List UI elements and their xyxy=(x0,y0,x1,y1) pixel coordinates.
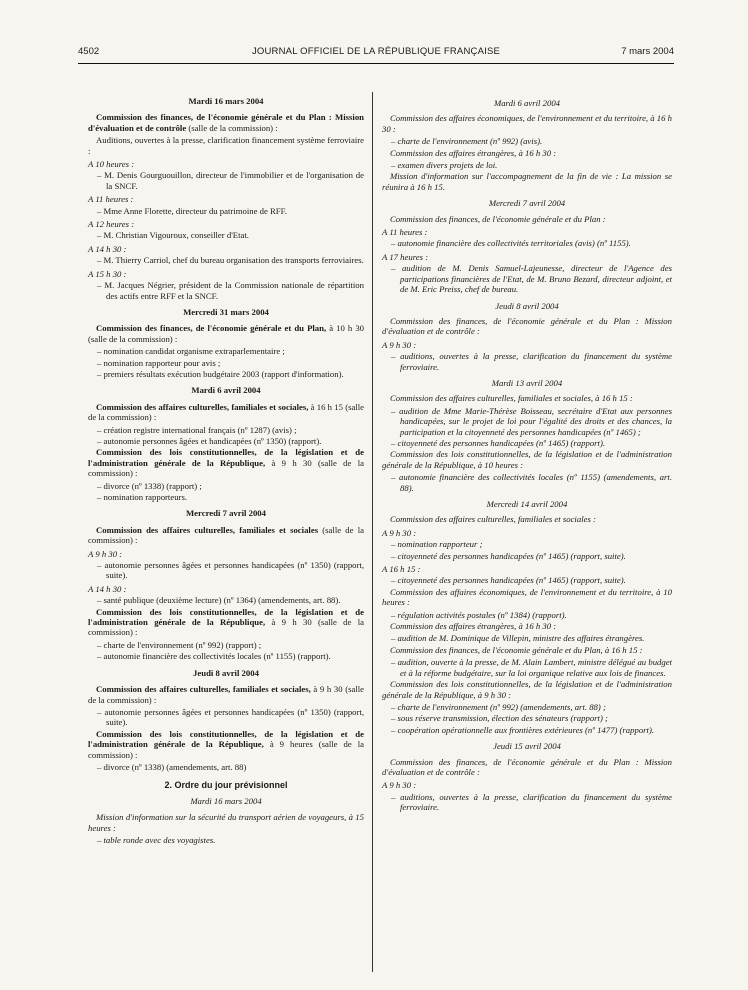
agenda-item: – création registre international français (nº 1287) (avis) ; xyxy=(97,424,297,435)
time-label: A 10 heures : xyxy=(88,159,135,170)
paragraph: Commission des finances, de l'économie générale et du Plan : Mission d'évaluation et de contrôle : xyxy=(382,315,672,337)
section-heading: Jeudi 8 avril 2004 xyxy=(193,667,259,678)
header-rule xyxy=(78,63,674,64)
section-mercredi-31-mars xyxy=(88,307,364,379)
agenda-item: – citoyenneté des personnes handicapées (nº 1465) (rapport, suite). xyxy=(391,550,626,561)
paragraph: Commission des finances, de l'économie générale et du Plan : xyxy=(390,213,606,224)
commission-name: Commission des affaires culturelles, familiales et sociales, xyxy=(96,684,311,695)
time-label: A 14 h 30 : xyxy=(88,583,127,594)
section-mercredi-14-avril xyxy=(382,499,672,735)
commission-name: Commission des lois constitutionnelles, de la législation et de l'administration générale de la République, xyxy=(88,447,364,468)
section-jeudi-15-avril xyxy=(382,741,672,812)
left-column xyxy=(88,92,364,851)
agenda-item: – charte de l'environnement (nº 992) (amendements, art. 88) ; xyxy=(391,701,606,712)
agenda-item: – premiers résultats exécution budgétaire 2003 (rapport d'information). xyxy=(97,368,344,379)
section-mercredi-7-avril-prev xyxy=(382,198,672,294)
commission-detail: à 10 h 30 (salle de la commission) : xyxy=(88,323,365,344)
agenda-item: – auditions, ouvertes à la presse, clarification du financement du système ferroviaire. xyxy=(391,351,672,372)
time-label: A 17 heures : xyxy=(382,251,429,262)
column-divider xyxy=(372,92,373,972)
commission-detail: à 9 h 30 (salle de la commission) : xyxy=(88,684,365,705)
paragraph xyxy=(88,525,364,546)
commission-name: Commission des affaires culturelles, familiales et sociales, xyxy=(96,401,309,412)
section-jeudi-8-avril-prev xyxy=(382,301,672,372)
agenda-item: – M. Christian Vigouroux, conseiller d'Etat. xyxy=(97,230,249,241)
agenda-item: – coopération opérationnelle aux frontières extérieures (nº 1477) (rapport). xyxy=(391,724,655,735)
right-column xyxy=(382,92,672,819)
section-ordre-du-jour xyxy=(88,780,364,845)
paragraph xyxy=(88,607,364,638)
agenda-item: – citoyenneté des personnes handicapées (nº 1465) (rapport). xyxy=(391,437,606,448)
page-header xyxy=(78,46,674,62)
paragraph: Commission des affaires économiques, de l'environnement et du territoire, à 10 heures : xyxy=(382,586,672,608)
paragraph: Mission d'information sur la sécurité du transport aérien de voyageurs, à 15 heures : xyxy=(88,812,364,833)
agenda-item: – auditions, ouvertes à la presse, clarification du financement du système ferroviaire. xyxy=(391,791,672,813)
time-label: A 16 h 15 : xyxy=(382,564,421,575)
agenda-item: – M. Thierry Carriol, chef du bureau organisation des transports ferroviaires. xyxy=(97,255,364,266)
agenda-item: – autonomie financière des collectivités territoriales (avis) (nº 1155). xyxy=(391,238,631,249)
section-heading: Mardi 16 mars 2004 xyxy=(188,96,264,106)
paragraph xyxy=(88,684,364,705)
commission-name: Commission des lois constitutionnelles, de la législation et de l'administration générale de la République, xyxy=(88,606,364,628)
agenda-item: – charte de l'environnement (nº 992) (avis). xyxy=(391,136,543,147)
paragraph: Commission des finances, de l'économie générale et du Plan, à 16 h 15 : xyxy=(390,644,643,655)
section-heading: Mardi 6 avril 2004 xyxy=(191,385,261,396)
time-label: A 9 h 30 : xyxy=(88,548,123,559)
section-heading: Mardi 6 avril 2004 xyxy=(493,98,561,108)
section-heading: Mercredi 31 mars 2004 xyxy=(183,306,269,317)
paragraph: Auditions, ouvertes à la presse, clarification financement système ferroviaire : xyxy=(88,135,364,156)
paragraph: Commission des affaires culturelles, familiales et sociales, à 16 h 15 : xyxy=(390,393,633,404)
agenda-item: – Mme Anne Florette, directeur du patrimoine de RFF. xyxy=(97,205,287,216)
paragraph: Commission des affaires étrangères, à 16 h 30 : xyxy=(390,147,557,158)
section-jeudi-8-avril xyxy=(88,668,364,773)
paragraph xyxy=(88,323,364,344)
paragraph: Mission d'information sur l'accompagnement de la fin de vie : La mission se réunira à 16 h 15. xyxy=(382,171,672,192)
agenda-item: – M. Denis Gourguouillon, directeur de l'immobilier et de l'organisation de la SNCF. xyxy=(97,170,364,191)
agenda-item: – santé publique (deuxième lecture) (nº 1364) (amendements, art. 88). xyxy=(97,595,341,606)
commission-detail: (salle de la commission) : xyxy=(186,122,278,133)
section-heading: Mercredi 7 avril 2004 xyxy=(185,508,266,519)
section-heading: Mercredi 7 avril 2004 xyxy=(488,198,566,209)
paragraph: Commission des affaires étrangères, à 16 h 30 : xyxy=(390,621,557,632)
commission-name: Commission des finances, de l'économie générale et du Plan : Mission d'évaluation et de contrôle xyxy=(88,112,364,133)
agenda-item: – audition de M. Denis Samuel-Lajeunesse, directeur de l'Agence des participations financières de l'Etat, de M. Bruno Bezard, directeur adjoint, et de M. Eric Preiss, chef de bureau. xyxy=(391,263,672,295)
section-mardi-16-mars xyxy=(88,96,364,301)
agenda-item: – autonomie personnes âgées et handicapées (nº 1350) (rapport). xyxy=(97,435,322,446)
time-label: A 14 h 30 : xyxy=(88,243,127,254)
agenda-item: – citoyenneté des personnes handicapées (nº 1465) (rapport, suite). xyxy=(391,575,626,586)
time-label: A 9 h 30 : xyxy=(382,339,417,350)
agenda-item: – autonomie financière des collectivités locales (nº 1155) (rapport). xyxy=(97,651,331,662)
commission-detail: (salle de la commission) : xyxy=(88,524,364,546)
time-label: A 11 heures : xyxy=(382,227,428,238)
section-heading: Jeudi 8 avril 2004 xyxy=(495,300,559,311)
agenda-item: – autonomie personnes âgées et personnes handicapées (nº 1350) (rapport, suite). xyxy=(97,560,364,581)
time-label: A 9 h 30 : xyxy=(382,527,417,538)
section-heading: Mardi 16 mars 2004 xyxy=(190,795,262,806)
paragraph xyxy=(88,447,364,478)
paragraph xyxy=(88,729,364,760)
section-heading: Jeudi 15 avril 2004 xyxy=(493,741,561,752)
paragraph xyxy=(88,112,364,133)
agenda-item: – audition de Mme Marie-Thérèse Boisseau, secrétaire d'Etat aux personnes handicapées, sur le projet de loi pour l'égalité des droits et des chances, la participation et la citoyenneté des personnes handicapées (nº 1465) ; xyxy=(391,405,672,437)
time-label: A 9 h 30 : xyxy=(382,780,417,791)
paragraph xyxy=(88,402,364,423)
commission-name: Commission des finances, de l'économie générale et du Plan, xyxy=(96,323,327,334)
agenda-item: – M. Jacques Négrier, président de la Commission nationale de répartition des actifs entre RFF et la SNCF. xyxy=(97,280,364,301)
time-label: A 11 heures : xyxy=(88,194,134,205)
agenda-item: – divorce (nº 1338) (rapport) ; xyxy=(97,480,202,491)
paragraph: Commission des affaires économiques, de l'environnement et du territoire, à 16 h 30 : xyxy=(382,113,672,134)
agenda-item: – nomination rapporteur ; xyxy=(391,539,483,550)
commission-detail: à 9 h 30 (salle de la commission) : xyxy=(88,457,364,479)
section-mardi-13-avril xyxy=(382,378,672,493)
paragraph: Commission des finances, de l'économie générale et du Plan : Mission d'évaluation et de contrôle : xyxy=(382,756,672,777)
paragraph: Commission des lois constitutionnelles, de la législation et de l'administration générale de la République, à 9 h 30 : xyxy=(382,679,672,700)
section-mercredi-7-avril xyxy=(88,508,364,661)
commission-name: Commission des lois constitutionnelles, de la législation et de l'administration générale de la République, xyxy=(88,728,364,750)
section-mardi-6-avril-prev xyxy=(382,98,672,192)
agenda-item: – sous réserve transmission, élection des sénateurs (rapport) ; xyxy=(391,713,608,724)
commission-detail: à 9 heures (salle de la commission) : xyxy=(88,739,364,760)
numbered-heading: 2. Ordre du jour prévisionnel xyxy=(164,780,288,791)
time-label: A 12 heures : xyxy=(88,219,135,230)
journal-title: JOURNAL OFFICIEL DE LA RÉPUBLIQUE FRANÇAISE xyxy=(251,46,501,57)
agenda-item: – nomination rapporteurs. xyxy=(97,492,187,502)
commission-detail: à 16 h 15 (salle de la commission) : xyxy=(88,401,365,423)
commission-detail: à 9 h 30 (salle de la commission) : xyxy=(88,617,364,638)
section-heading: Mercredi 14 avril 2004 xyxy=(486,499,568,509)
time-label: A 15 h 30 : xyxy=(88,268,127,279)
agenda-item: – autonomie personnes âgées et personnes handicapées (nº 1350) (rapport, suite). xyxy=(97,706,364,728)
agenda-item: – divorce (nº 1338) (amendements, art. 88) xyxy=(97,761,247,772)
agenda-item: – régulation activités postales (nº 1384) (rapport). xyxy=(391,609,567,620)
paragraph: Commission des affaires culturelles, familiales et sociales : xyxy=(390,514,596,525)
agenda-item: – examen divers projets de loi. xyxy=(391,160,498,171)
paragraph: Commission des lois constitutionnelles, de la législation et de l'administration générale de la République, à 10 heures : xyxy=(382,449,672,470)
section-heading: Mardi 13 avril 2004 xyxy=(491,377,563,388)
agenda-item: – table ronde avec des voyagistes. xyxy=(97,834,216,845)
issue-date: 7 mars 2004 xyxy=(621,46,674,57)
agenda-item: – nomination candidat organisme extraparlementaire ; xyxy=(97,346,285,357)
section-mardi-6-avril xyxy=(88,385,364,502)
commission-name: Commission des affaires culturelles, familiales et sociales xyxy=(96,524,319,535)
agenda-item: – autonomie financière des collectivités locales (nº 1155) (amendements, art. 88). xyxy=(391,472,672,493)
agenda-item: – audition, ouverte à la presse, de M. Alain Lambert, ministre délégué au budget et à la réforme budgétaire, sur la loi organique relative aux lois de finances. xyxy=(391,657,672,678)
agenda-item: – nomination rapporteur pour avis ; xyxy=(97,357,221,368)
agenda-item: – charte de l'environnement (nº 992) (rapport) ; xyxy=(97,639,262,650)
agenda-item: – audition de M. Dominique de Villepin, ministre des affaires étrangères. xyxy=(391,633,645,644)
page-number: 4502 xyxy=(78,46,100,57)
